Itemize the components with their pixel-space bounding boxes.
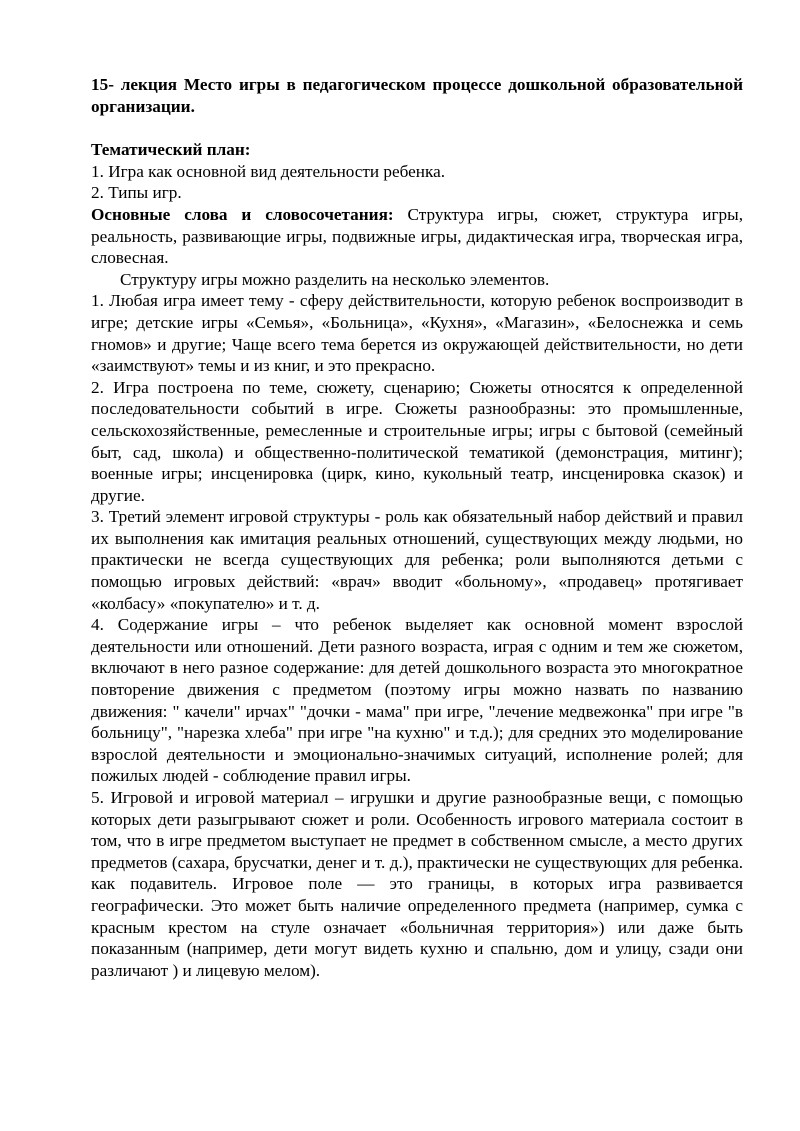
paragraph-3: 3. Третий элемент игровой структуры - роль как обязательный набор действий и правил их выполнения как имитация реальных отношений, существующих между людьми, но практически не всегда существующих для ребенка; роли выполняются детьми с помощью игровых действий: «врач» вводит «больному», «продавец» протягивает «колбасу» «покупателю» и т. д. [91,507,743,613]
paragraph-5: 5. Игровой и игровой материал – игрушки и другие разнообразные вещи, с помощью которых дети разыгрывают сюжет и роли. Особенность игрового материала состоит в том, что в игре предметом выступает не предмет в собственном смысле, а место других предметов (сахара, брусчатки, денег и т. д.), практически не существующих для ребенка. как подавитель. Игровое поле — это границы, в которых игра развивается географически. Это может быть наличие определенного предмета (например, сумка с красным крестом на стуле означает «больничная территория») или даже быть показанным (например, дети могут видеть кухню и спальню, дом и улицу, сзади они различают ) и лицевую мелом). [91,788,743,980]
plan-heading: Тематический план: [91,140,251,160]
plan-item-2: 2. Типы игр. [91,183,182,203]
keywords-label: Основные слова и словосочетания: [91,204,394,224]
keywords-paragraph [91,204,743,269]
paragraph-4: 4. Содержание игры – что ребенок выделяет как основной момент взрослой деятельности или отношений. Дети разного возраста, играя с одним и тем же сюжетом, включают в него разное содержание: для детей дошкольного возраста это многократное повторение движения с предметом (поэтому игры можно назвать по названию движения: " качели" ирчах" "дочки - мама" при игре, "лечение медвежонка" при игре "в больницу", "нарезка хлеба" при игре "на кухню" и т.д.); для средних это моделирование взрослой деятельности и эмоционально-значимых ситуаций, исполнение ролей; для пожилых людей - соблюдение правил игры. [91,615,743,786]
plan-item-1: 1. Игра как основной вид деятельности ребенка. [91,161,446,181]
paragraph-1: 1. Любая игра имеет тему - сферу действительности, которую ребенок воспроизводит в игре; детские игры «Семья», «Больница», «Кухня», «Магазин», «Белоснежка и семь гномов» и другие; Чаще всего тема берется из окружающей действительности, но дети «заимствуют» темы и из книг, и это прекрасно. [91,291,743,376]
document-page [91,74,743,981]
keywords-text: Структура игры, сюжет, структура игры, реальность, развивающие игры, подвижные игры, дидактическая игра, творческая игра, словесная. [91,204,743,268]
intro-paragraph: Структуру игры можно разделить на несколько элементов. [120,269,550,289]
paragraph-2: 2. Игра построена по теме, сюжету, сценарию; Сюжеты относятся к определенной последовательности событий в игре. Сюжеты разнообразны: это промышленные, сельскохозяйственные, ремесленные и строительные игры; игры с бытовой (семейный быт, сад, школа) и общественно-политической тематикой (демонстрация, митинг); военные игры; инсценировка (цирк, кино, кукольный театр, инсценировка сказок) и другие. [91,377,743,505]
lecture-title: 15- лекция Место игры в педагогическом процессе дошкольной образовательной организации. [91,75,743,116]
